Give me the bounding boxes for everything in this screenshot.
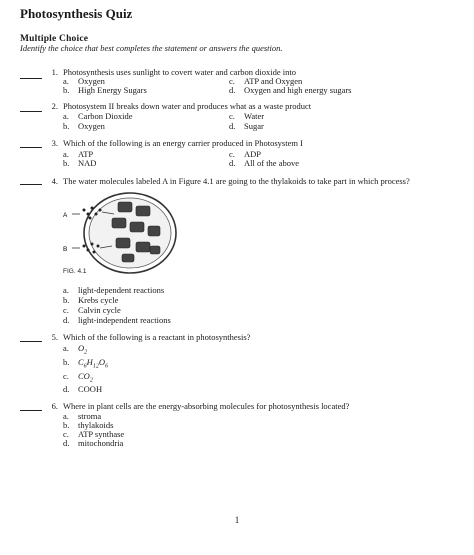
- option-a: a. ATP: [63, 149, 94, 159]
- answer-blank-2[interactable]: [20, 111, 42, 112]
- option-c: c. ATP and Oxygen: [229, 76, 303, 86]
- quiz-title: Photosynthesis Quiz: [20, 6, 133, 21]
- figure-label-a: A: [63, 212, 68, 219]
- option-d: d. Sugar: [229, 121, 264, 131]
- option-b: b. NAD: [63, 158, 97, 168]
- answer-blank-3[interactable]: [20, 147, 42, 148]
- section-heading: Multiple Choice: [20, 34, 89, 44]
- question-text: Which of the following is a reactant in photosynthesis?: [63, 332, 251, 342]
- option-c: c. Calvin cycle: [63, 305, 121, 315]
- answer-blank-5[interactable]: [20, 341, 42, 342]
- chloroplast-figure: [60, 188, 180, 278]
- option-b: b. thylakoids: [63, 420, 114, 430]
- question-number: 3.: [51, 138, 58, 148]
- answer-blank-4[interactable]: [20, 184, 42, 185]
- option-b: b. $C_6H_{12}O_6$: [63, 357, 108, 370]
- question-text: The water molecules labeled A in Figure 4.1 are going to the thylakoids to take part in which process?: [63, 176, 410, 186]
- option-a: a. stroma: [63, 411, 102, 421]
- option-a: a. $O_2$: [63, 343, 88, 356]
- option-b: b. Oxygen: [63, 121, 105, 131]
- option-a: a. light-dependent reactions: [63, 285, 165, 295]
- option-d: d. mitochondria: [63, 438, 124, 448]
- question-text: Photosynthesis uses sunlight to covert water and carbon dioxide into: [63, 67, 297, 77]
- option-b: b. High Energy Sugars: [63, 85, 147, 95]
- question-number: 4.: [51, 176, 58, 186]
- page-number: 1: [234, 515, 240, 525]
- option-b: b. Krebs cycle: [63, 295, 119, 305]
- option-d: d. All of the above: [229, 158, 299, 168]
- answer-blank-1[interactable]: [20, 78, 42, 79]
- option-c: c. ADP: [229, 149, 262, 159]
- option-c: c. Water: [229, 111, 265, 121]
- question-text: Where in plant cells are the energy-absorbing molecules for photosynthesis located?: [63, 401, 350, 411]
- figure-label-b: B: [63, 246, 68, 253]
- option-c: c. ATP synthase: [63, 429, 125, 439]
- question-number: 6.: [51, 401, 58, 411]
- option-a: a. Oxygen: [63, 76, 105, 86]
- option-a: a. Carbon Dioxide: [63, 111, 133, 121]
- question-number: 5.: [51, 332, 58, 342]
- answer-blank-6[interactable]: [20, 410, 42, 411]
- option-d: d. COOH: [63, 384, 103, 394]
- question-text: Which of the following is an energy carrier produced in Photosystem I: [63, 138, 303, 148]
- question-number: 1.: [51, 67, 58, 77]
- figure-caption: FIG. 4.1: [63, 268, 87, 275]
- instructions: Identify the choice that best completes the statement or answers the question.: [20, 43, 283, 53]
- question-number: 2.: [51, 101, 58, 111]
- option-d: d. Oxygen and high energy sugars: [229, 85, 352, 95]
- option-d: d. light-independent reactions: [63, 315, 171, 325]
- question-text: Photosystem II breaks down water and produces what as a waste product: [63, 101, 312, 111]
- option-c: c. $CO_2$: [63, 371, 93, 384]
